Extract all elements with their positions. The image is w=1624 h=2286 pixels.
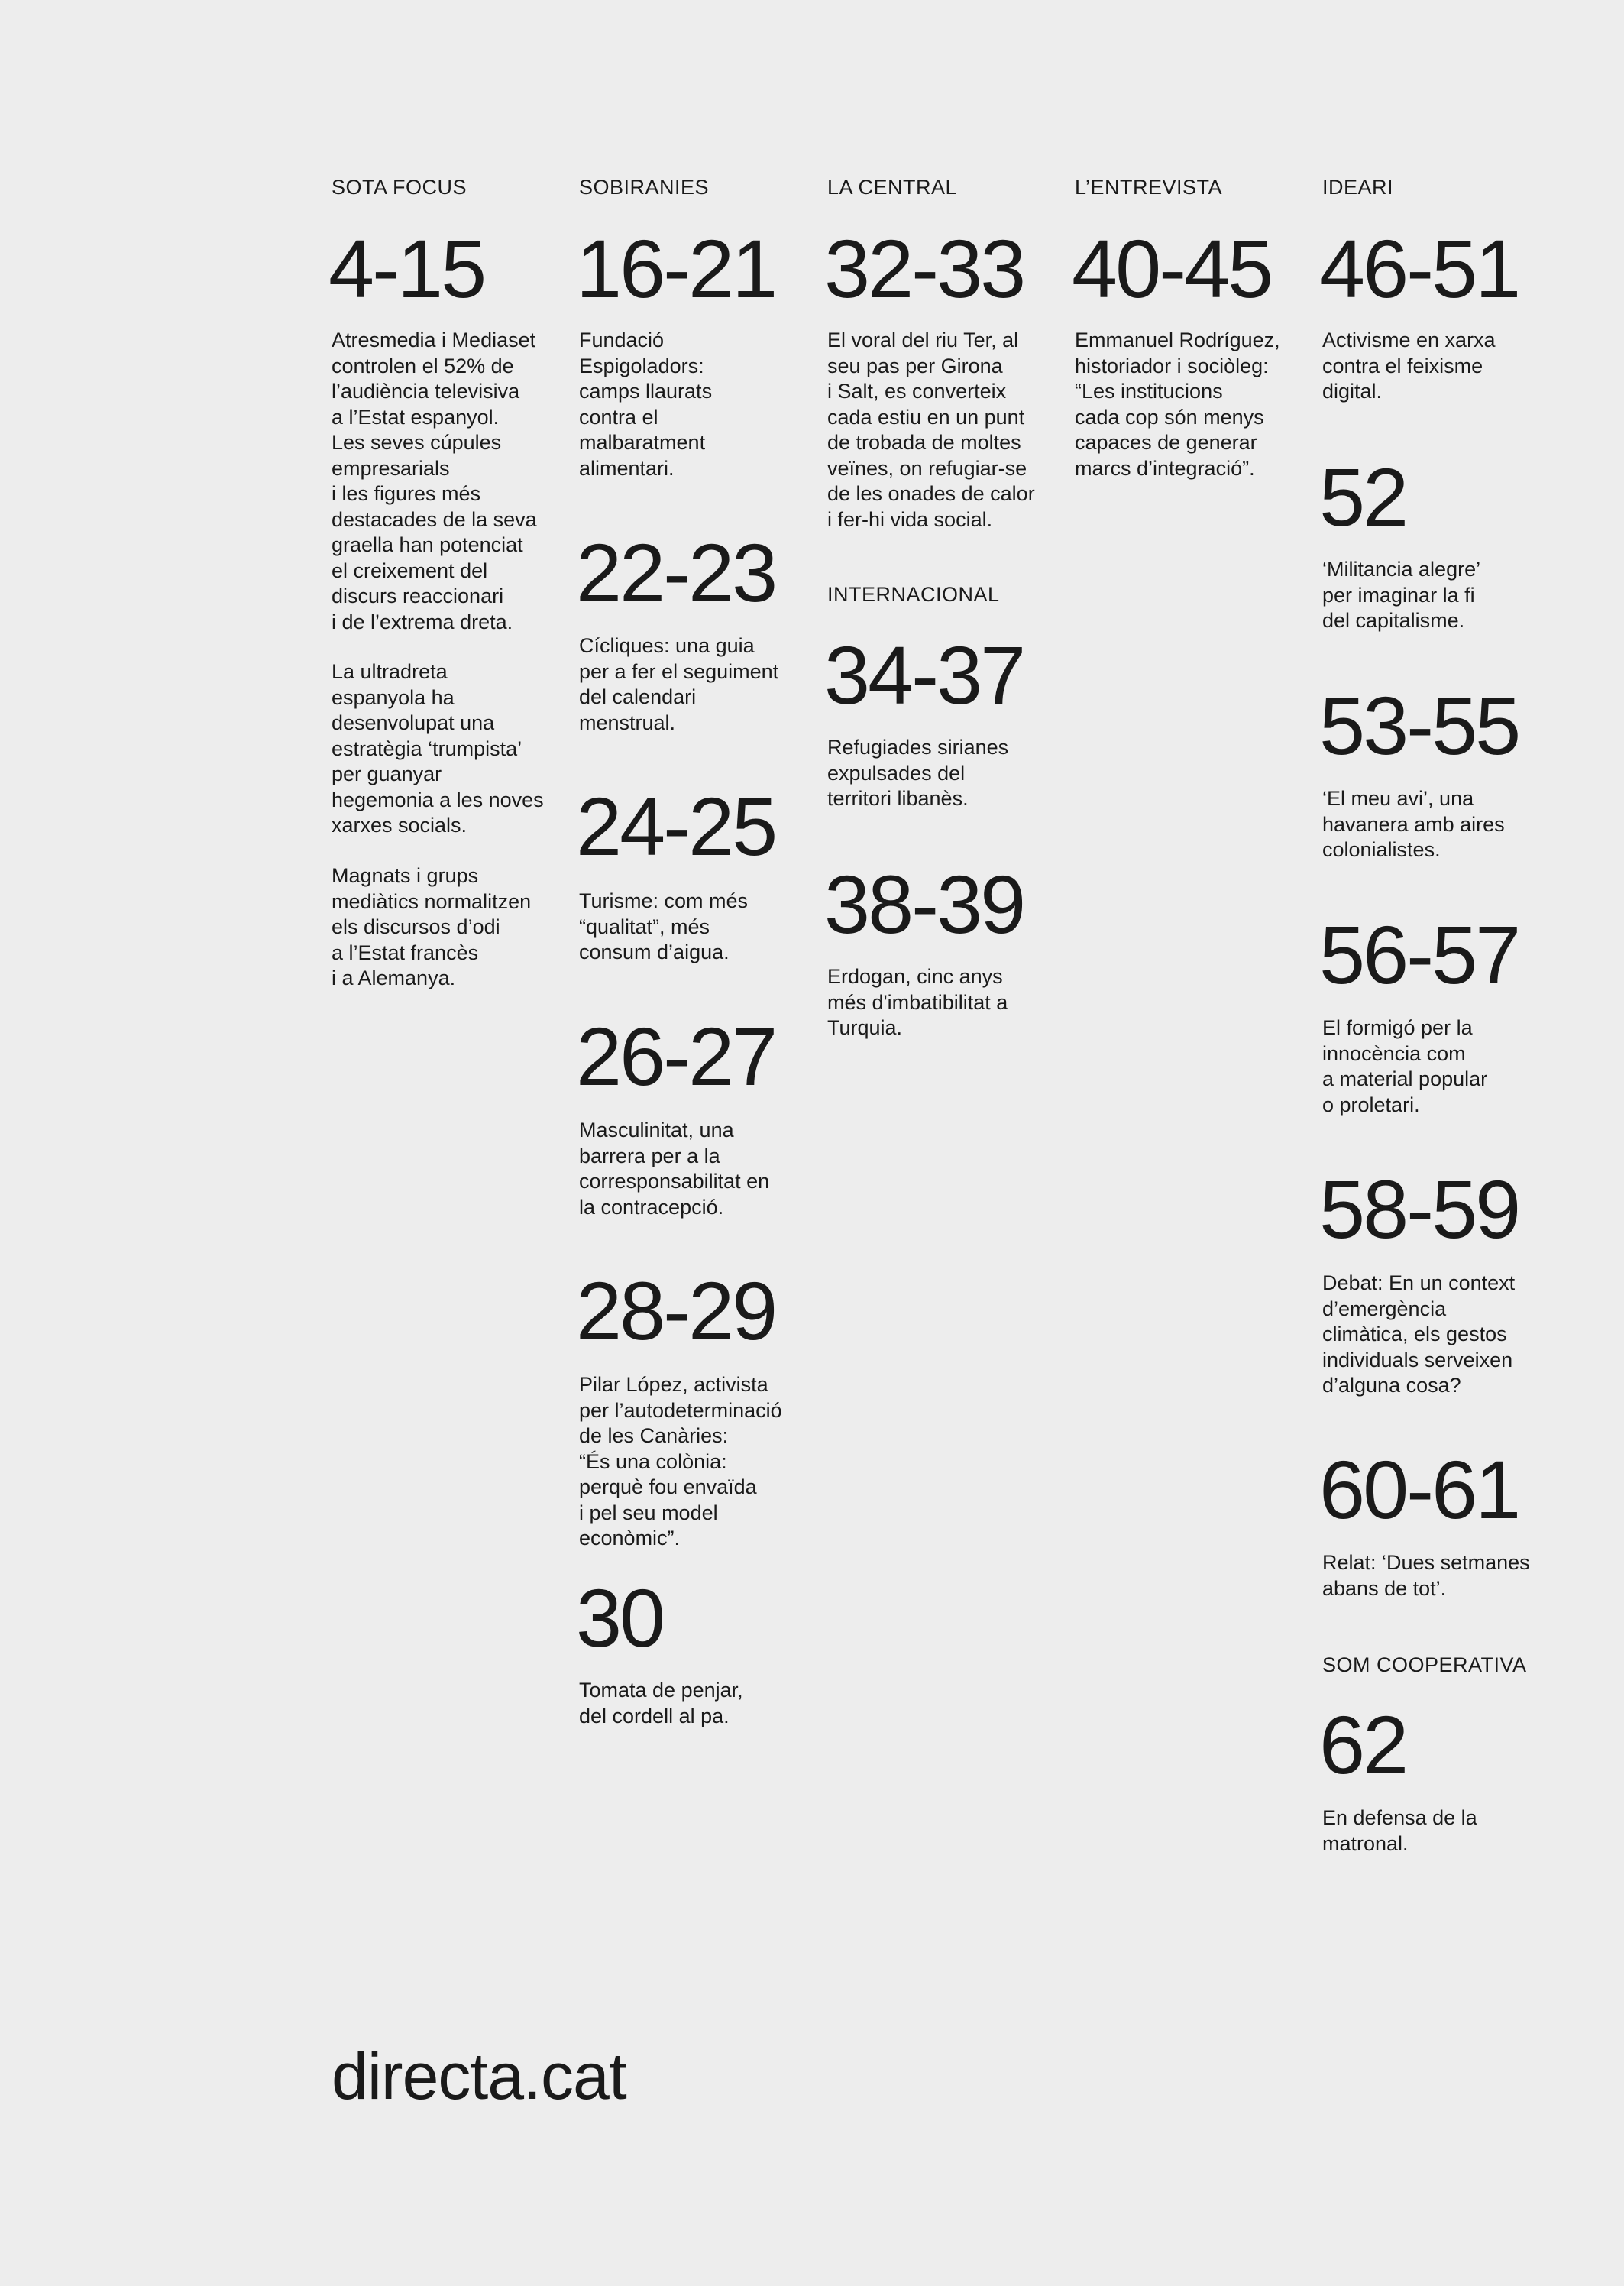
article-description: Relat: ‘Dues setmanes abans de tot’.	[1322, 1551, 1530, 1600]
section-heading: SOBIRANIES	[579, 176, 710, 199]
page-range: 26-27	[576, 1010, 776, 1103]
article-description: Atresmedia i Mediaset controlen el 52% de l’audiència televisiva a l’Estat espanyol. Les seves cúpules empresarials i les figures més destacades de la seva graella han potenciat el creixement del discurs reaccionari i de l’extrema dreta.	[332, 329, 537, 633]
article-description: Activisme en xarxa contra el feixisme digital.	[1322, 329, 1496, 403]
page-range: 62	[1319, 1698, 1407, 1791]
page-range: 22-23	[576, 526, 776, 619]
page-range: 16-21	[576, 222, 776, 315]
article-description: Erdogan, cinc anys més d'imbatibilitat a Turquia.	[827, 965, 1008, 1039]
section-heading: SOM COOPERATIVA	[1322, 1653, 1527, 1676]
article-description: ‘Militancia alegre’ per imaginar la fi del capitalisme.	[1322, 558, 1481, 632]
article-description: La ultradreta espanyola ha desenvolupat una estratègia ‘trumpista’ per guanyar hegemonia a les noves xarxes socials.	[332, 660, 544, 837]
page-range: 58-59	[1319, 1163, 1519, 1255]
page-range: 52	[1319, 451, 1407, 543]
page-range: 53-55	[1319, 679, 1519, 772]
page-range: 4-15	[328, 222, 485, 315]
article-description: Emmanuel Rodríguez, historiador i sociòleg: “Les institucions cada cop són menys capaces de generar marcs d’integració”.	[1075, 329, 1280, 480]
page-range: 40-45	[1072, 222, 1272, 315]
page-range: 28-29	[576, 1264, 776, 1357]
page-range: 60-61	[1319, 1443, 1519, 1536]
page-range: 46-51	[1319, 222, 1519, 315]
page-range: 30	[576, 1572, 664, 1664]
article-description: Fundació Espigoladors: camps llaurats contra el malbaratment alimentari.	[579, 329, 713, 480]
article-description: El voral del riu Ter, al seu pas per Girona i Salt, es converteix cada estiu en un punt de trobada de moltes veïnes, on refugiar-se de les onades de calor i fer-hi vida social.	[827, 329, 1035, 531]
article-description: Debat: En un context d’emergència climàtica, els gestos individuals serveixen d’alguna cosa?	[1322, 1271, 1516, 1397]
article-description: En defensa de la matronal.	[1322, 1806, 1477, 1855]
article-description: ‘El meu avi’, una havanera amb aires colonialistes.	[1322, 787, 1505, 861]
article-description: Cícliques: una guia per a fer el seguiment del calendari menstrual.	[579, 634, 779, 734]
article-description: El formigó per la innocència com a material popular o proletari.	[1322, 1016, 1488, 1116]
page-range: 56-57	[1319, 908, 1519, 1001]
section-heading: IDEARI	[1322, 176, 1394, 199]
page-range: 38-39	[824, 858, 1024, 950]
section-heading: L’ENTREVISTA	[1075, 176, 1223, 199]
page-range: 32-33	[824, 222, 1024, 315]
article-description: Refugiades sirianes expulsades del territori libanès.	[827, 736, 1009, 810]
section-heading: SOTA FOCUS	[332, 176, 467, 199]
article-description: Masculinitat, una barrera per a la corresponsabilitat en la contracepció.	[579, 1119, 770, 1219]
article-description: Tomata de penjar, del cordell al pa.	[579, 1679, 743, 1727]
article-description: Turisme: com més “qualitat”, més consum d’aigua.	[579, 889, 749, 963]
section-heading: INTERNACIONAL	[827, 583, 1000, 606]
article-description: Magnats i grups mediàtics normalitzen els discursos d’odi a l’Estat francès i a Alemanya.	[332, 864, 532, 989]
section-heading: LA CENTRAL	[827, 176, 958, 199]
article-description: Pilar López, activista per l’autodeterminació de les Canàries: “És una colònia: perquè fou envaïda i pel seu model econòmic”.	[579, 1373, 782, 1549]
page-range: 34-37	[824, 629, 1024, 721]
footer-site-url: directa.cat	[332, 2040, 626, 2113]
page-range: 24-25	[576, 780, 776, 873]
